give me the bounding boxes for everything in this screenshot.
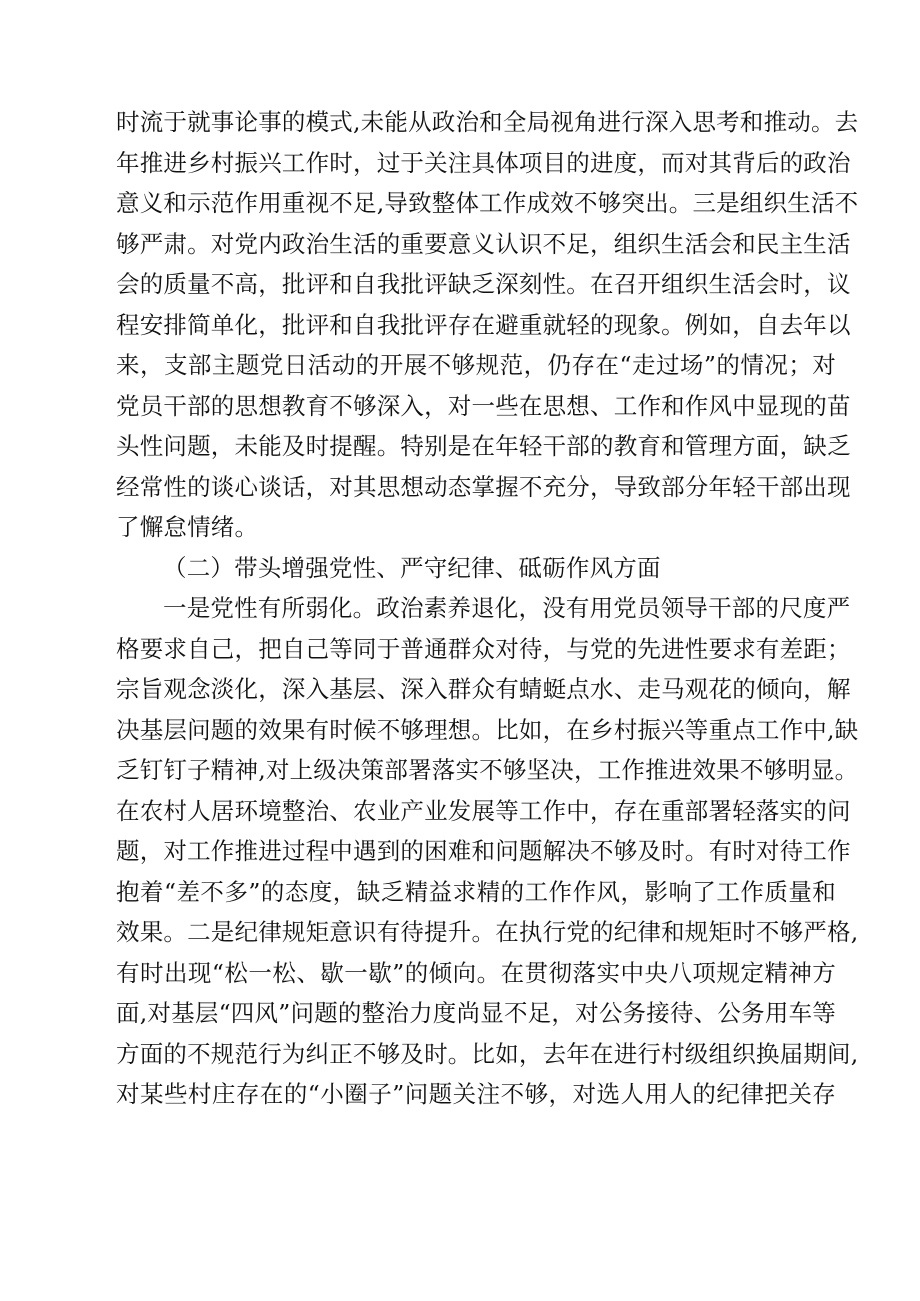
text-line: 头性问题，未能及时提醒。特别是在年轻干部的教育和管理方面，缺乏 <box>116 432 851 460</box>
section-heading: （二）带头增强党性、严守纪律、砥砺作风方面 <box>163 553 661 582</box>
text-line: 乏钉钉子精神,对上级决策部署落实不够坚决，工作推进效果不够明显。 <box>116 756 859 784</box>
text-line: 来，支部主题党日活动的开展不够规范，仍存在“走过场”的情况；对 <box>116 351 836 379</box>
text-line: 抱着“差不多”的态度，缺乏精益求精的工作作风，影响了工作质量和 <box>116 877 836 906</box>
body-text <box>116 102 859 1115</box>
text-line: 宗旨观念淡化，深入基层、深入群众有蜻蜓点水、走马观花的倾向，解 <box>116 675 851 703</box>
text-line: 格要求自己，把自己等同于普通群众对待，与党的先进性要求有差距； <box>116 634 851 663</box>
text-line: 在农村人居环境整治、农业产业发展等工作中，存在重部署轻落实的问 <box>116 796 851 825</box>
text-line: 党员干部的思想教育不够深入，对一些在思想、工作和作风中显现的苗 <box>116 391 851 420</box>
text-line: 了懈怠情绪。 <box>116 513 259 541</box>
text-line: 会的质量不高，批评和自我批评缺乏深刻性。在召开组织生活会时，议 <box>116 270 851 298</box>
text-line: 方面的不规范行为纠正不够及时。比如，去年在进行村级组织换届期间, <box>116 1039 859 1068</box>
text-line: 一是党性有所弱化。政治素养退化，没有用党员领导干部的尺度严 <box>163 594 851 622</box>
text-line: 时流于就事论事的模式,未能从政治和全局视角进行深入思考和推动。去 <box>116 108 859 136</box>
text-line: 经常性的谈心谈话，对其思想动态掌握不充分，导致部分年轻干部出现 <box>116 472 851 501</box>
text-line: 有时出现“松一松、歇一歇”的倾向。在贯彻落实中央八项规定精神方 <box>116 958 836 987</box>
text-line: 决基层问题的效果有时候不够理想。比如，在乡村振兴等重点工作中,缺 <box>116 715 859 744</box>
text-line: 对某些村庄存在的“小圈子”问题关注不够，对选人用人的纪律把关存 <box>116 1080 836 1108</box>
text-line: 年推进乡村振兴工作时，过于关注具体项目的进度，而对其背后的政治 <box>116 148 851 177</box>
text-line: 程安排简单化，批评和自我批评存在避重就轻的现象。例如，自去年以 <box>116 310 851 339</box>
text-line: 面,对基层“四风”问题的整治力度尚显不足，对公务接待、公务用车等 <box>116 999 836 1027</box>
text-line: 效果。二是纪律规矩意识有待提升。在执行党的纪律和规矩时不够严格, <box>116 918 859 946</box>
text-line: 够严肃。对党内政治生活的重要意义认识不足，组织生活会和民主生活 <box>116 229 851 258</box>
text-line: 意义和示范作用重视不足,导致整体工作成效不够突出。三是组织生活不 <box>116 189 859 217</box>
text-line: 题，对工作推进过程中遇到的困难和问题解决不够及时。有时对待工作 <box>116 837 851 865</box>
